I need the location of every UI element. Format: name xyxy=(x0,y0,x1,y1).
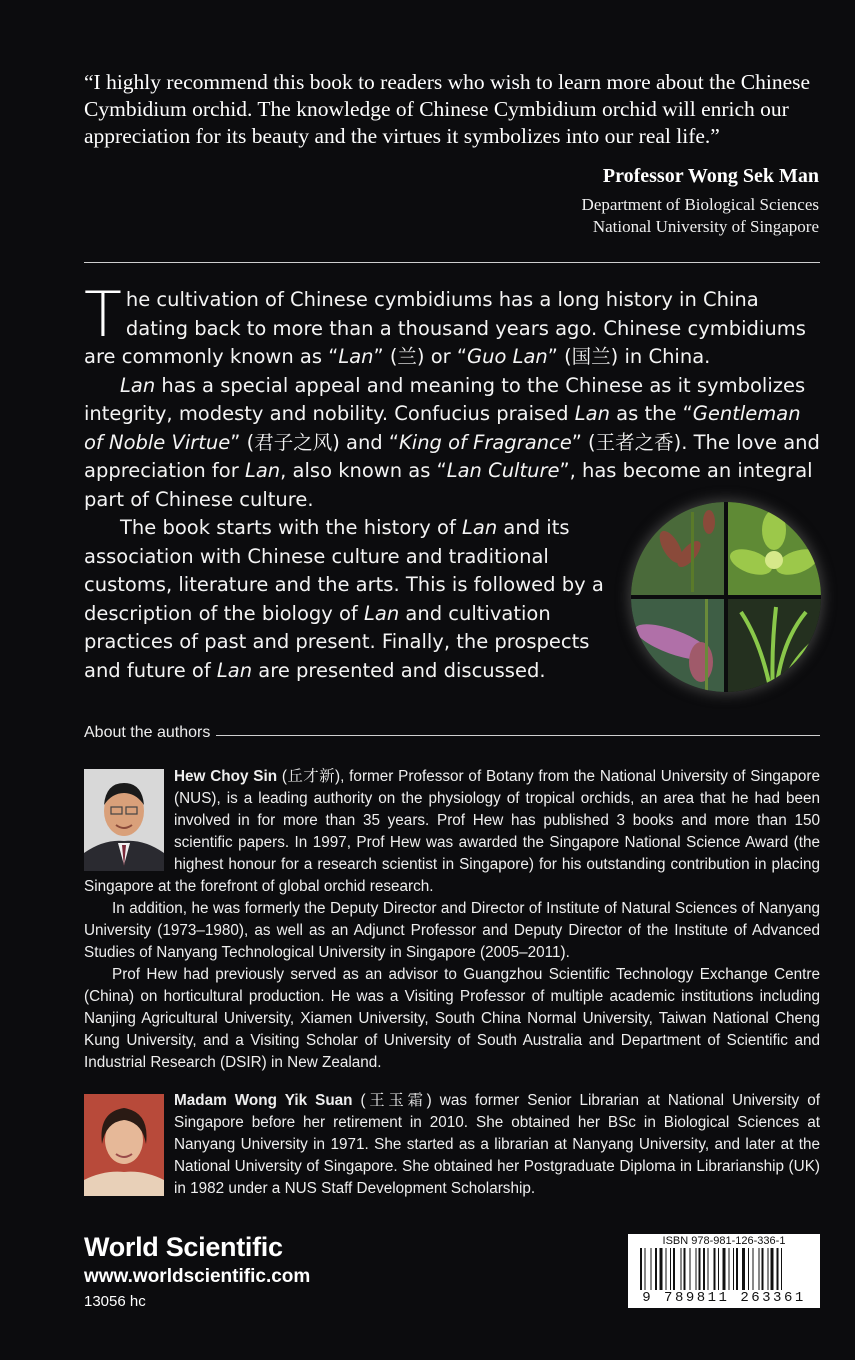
endorsement-quote: “I highly recommend this book to readers who wish to learn more about the Chinese Cymbidium orchid. The knowledge of Chinese Cymbidium orchid will enrich our appreciation for its beauty and the virtues it symbolizes into our real life.” xyxy=(84,70,811,148)
barcode-bar xyxy=(729,1248,730,1290)
product-code: 13056 hc xyxy=(84,1293,146,1310)
description-paragraph-3: The book starts with the history of Lan and its association with Chinese culture and traditional customs, literature and the arts. This is followed by a description of the biology of Lan and cultivation practices of past and present. Finally, the prospects and future of Lan are presented and discussed. xyxy=(84,516,604,682)
barcode-bar xyxy=(759,1248,760,1290)
orchid-photo-montage xyxy=(631,502,821,692)
drop-cap: T xyxy=(84,278,122,351)
bio-hew-paragraph-1: Hew Choy Sin (丘才新), former Professor of Botany from the National University of Singapore (NUS), is a leading authority on the physiology of tropical orchids, an area that he had been involved in for more than 35 years. Prof Hew has published 3 books and more than 150 scientific papers. In 1997, Prof Hew was awarded the Singapore National Science Award (the highest honour for a research scientist in Singapore) for his outstanding contribution in placing Singapore at the forefront of global orchid research. xyxy=(84,768,820,895)
barcode-bar xyxy=(673,1248,675,1290)
barcode-bar xyxy=(714,1248,716,1290)
barcode-bar xyxy=(660,1248,663,1290)
barcode-bar xyxy=(723,1248,726,1290)
publisher-name: World Scientific xyxy=(84,1232,283,1262)
author-name-hew: Hew Choy Sin xyxy=(174,768,278,785)
barcode-bar xyxy=(762,1248,764,1290)
author-name-wong: Madam Wong Yik Suan xyxy=(174,1092,353,1109)
barcode-bar xyxy=(699,1248,701,1290)
author-bio-hew xyxy=(84,766,820,1074)
description-paragraph-1: The cultivation of Chinese cymbidiums has a long history in China dating back to more than a thousand years ago. Chinese cymbidiums are commonly known as “Lan” (兰) or “Guo Lan” (国兰) in China. xyxy=(84,278,806,368)
publisher-url: www.worldscientific.com xyxy=(84,1266,311,1287)
bio-hew-paragraph-3: Prof Hew had previously served as an advisor to Guangzhou Scientific Technology Exchange Centre (China) on horticultural production. He was a Visiting Professor of multiple academic institutions including Nanjing Agricultural University, Xiamen University, South China Normal University, Taiwan National Cheng Kung University, and a Visiting Scholar of University of South Australia and Department of Scientific and Industrial Research (DSIR) in New Zealand. xyxy=(84,966,820,1071)
divider xyxy=(84,262,820,263)
quote-author: Professor Wong Sek Man xyxy=(602,165,819,187)
quote-affiliation-department: Department of Biological Sciences xyxy=(581,195,819,214)
isbn-barcode xyxy=(628,1234,820,1308)
barcode-bar xyxy=(655,1248,657,1290)
barcode-bar xyxy=(708,1248,709,1290)
bio-wong-paragraph-1: Madam Wong Yik Suan (王玉霜) was former Senior Librarian at National University of Singapore before her retirement in 2010. She obtained her BSc in Biological Sciences at Nanyang University in 1971. She started as a librarian at Nanyang University, and later at the National University of Singapore. She obtained her Postgraduate Diploma in Librarianship (UK) in 1982 under a NUS Staff Development Scholarship. xyxy=(174,1092,820,1197)
ean-number: 9 789811 263361 xyxy=(642,1290,806,1306)
barcode-bar xyxy=(742,1248,745,1290)
barcode-bar xyxy=(748,1248,749,1290)
author-bio-wong xyxy=(84,1090,820,1200)
divider xyxy=(216,735,820,736)
barcode-bar xyxy=(640,1248,642,1290)
barcode-bar xyxy=(718,1248,719,1290)
barcode-bar xyxy=(645,1248,646,1290)
barcode-bar xyxy=(777,1248,779,1290)
isbn-number: ISBN 978-981-126-336-1 xyxy=(662,1235,786,1247)
barcode-bar xyxy=(666,1248,667,1290)
barcode-bar xyxy=(684,1248,686,1290)
barcode-bar xyxy=(753,1248,754,1290)
barcode-bar xyxy=(768,1248,769,1290)
barcode-bar xyxy=(781,1248,782,1290)
barcode-bar xyxy=(651,1248,652,1290)
bio-hew-paragraph-2: In addition, he was formerly the Deputy Director and Director of Institute of Natural Sciences of Nanyang University (1973–1980), as well as an Adjunct Professor and Deputy Director of the Institute of Advanced Studies of Nanyang Technological University in Singapore (2005–2011). xyxy=(84,900,820,961)
barcode-bar xyxy=(696,1248,697,1290)
barcode-bar xyxy=(771,1248,774,1290)
barcode-bar xyxy=(670,1248,671,1290)
barcode-bar xyxy=(703,1248,705,1290)
about-authors-heading: About the authors xyxy=(84,724,211,741)
description-paragraph-2: Lan has a special appeal and meaning to the Chinese as it symbolizes integrity, modesty and nobility. Confucius praised Lan as the “Gentleman of Noble Virtue” (君子之风) and “King of Fragrance” (王者之香). The love and appreciation for Lan, also known as “Lan Culture”, has become an integral part of Chinese culture. xyxy=(84,373,820,511)
barcode-bar xyxy=(690,1248,691,1290)
barcode-bar xyxy=(733,1248,734,1290)
barcode-bar xyxy=(736,1248,738,1290)
barcode-bar xyxy=(681,1248,682,1290)
quote-affiliation-university: National University of Singapore xyxy=(592,217,819,236)
